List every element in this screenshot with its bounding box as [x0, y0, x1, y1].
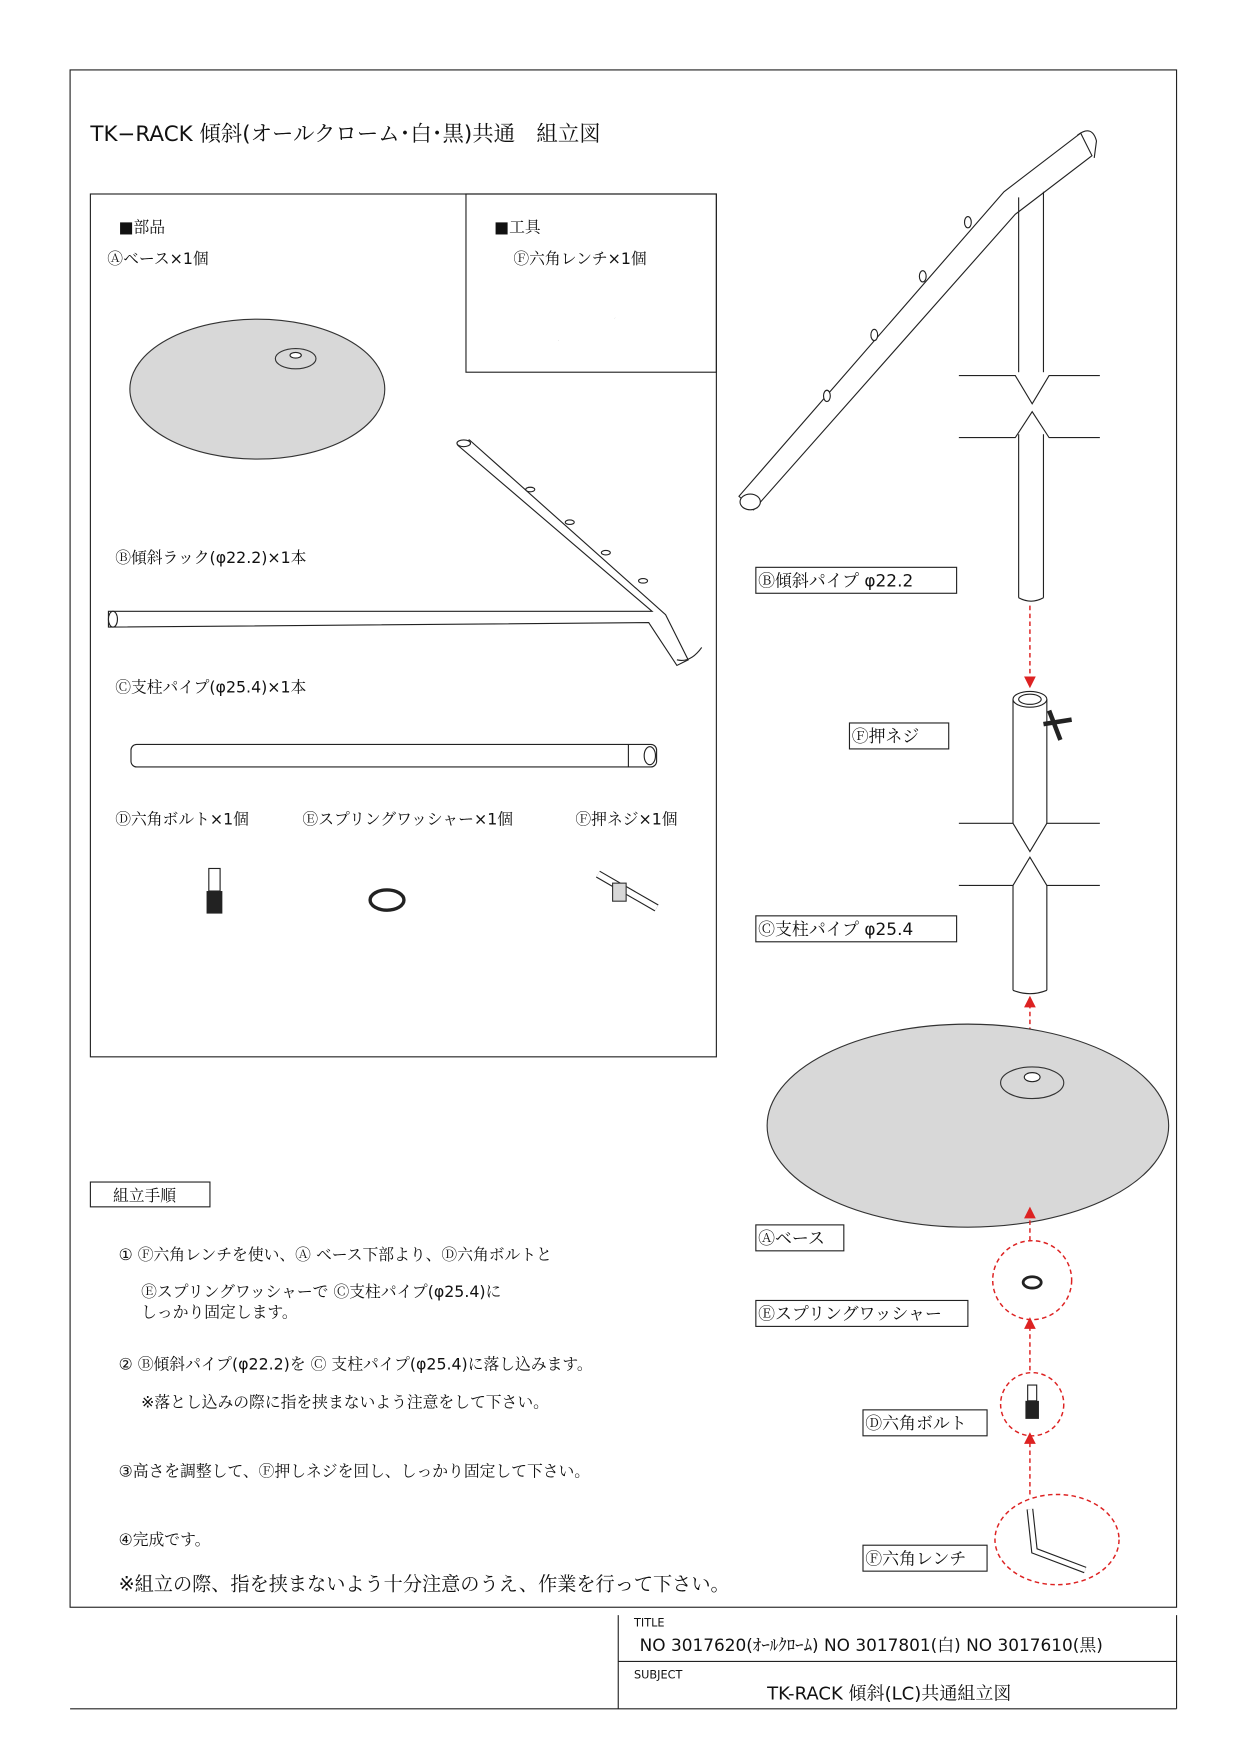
part-a-label: Ⓐベース×1個 [107, 248, 209, 268]
parts-heading: ■部品 [118, 217, 166, 237]
spring-washer-icon [370, 890, 404, 910]
hex-wrench-icon [1030, 1509, 1085, 1570]
title-label: TITLE [634, 1616, 665, 1630]
assembled-base [767, 1024, 1169, 1227]
wrench-highlight [995, 1494, 1119, 1584]
base-part-drawing [130, 319, 385, 459]
subject-value: TK-RACK 傾斜(LC)共通組立図 [767, 1683, 1012, 1705]
assembled-slant-pipe [739, 131, 1106, 601]
step-2: ② Ⓑ傾斜パイプ(φ22.2)を Ⓒ 支柱パイプ(φ25.4)に落し込みます。 [118, 1354, 593, 1374]
hex-bolt-icon [207, 868, 223, 913]
set-screw-icon [598, 874, 657, 908]
title-value: NO 3017620(ｵｰﾙｸﾛｰﾑ) NO 3017801(白) NO 3017610(黒) [639, 1635, 1103, 1656]
safety-warning: ※組立の際、指を挟まないよう十分注意のうえ、作業を行って下さい。 [118, 1572, 730, 1596]
procedure-steps [119, 1245, 593, 1549]
title-block [70, 1615, 1176, 1709]
callout-f-wrench: Ⓕ六角レンチ [865, 1548, 967, 1569]
spring-washer-icon [1023, 1277, 1041, 1288]
part-f-label: Ⓕ押ネジ×1個 [575, 809, 678, 829]
step-2-note: ※落とし込みの際に指を挟まないよう注意をして下さい。 [141, 1392, 549, 1412]
tool-f-label: Ⓕ六角レンチ×1個 [513, 248, 647, 268]
tools-heading: ■工具 [494, 217, 541, 237]
hex-wrench-icon [558, 305, 614, 341]
part-e-label: Ⓔスプリングワッシャー×1個 [302, 809, 514, 829]
step-1-cont: Ⓔスプリングワッシャーで Ⓒ支柱パイプ(φ25.4)に [141, 1282, 502, 1302]
page-title: TK−RACK 傾斜(オールクローム･白･黒)共通 組立図 [90, 121, 601, 147]
part-b-label: Ⓑ傾斜ラック(φ22.2)×1本 [115, 547, 307, 567]
callout-d: Ⓓ六角ボルト [865, 1413, 967, 1434]
pillar-pipe-drawing [131, 744, 657, 767]
washer-highlight [993, 1241, 1072, 1320]
hex-bolt-icon [1025, 1385, 1039, 1419]
callout-c: Ⓒ支柱パイプ φ25.4 [758, 919, 914, 940]
callout-b: Ⓑ傾斜パイプ φ22.2 [758, 570, 914, 591]
subject-label: SUBJECT [634, 1668, 683, 1682]
callout-e: Ⓔスプリングワッシャー [758, 1303, 942, 1324]
part-c-label: Ⓒ支柱パイプ(φ25.4)×1本 [115, 677, 307, 697]
step-1: ① Ⓕ六角レンチを使い、Ⓐ ベース下部より、Ⓓ六角ボルトと [118, 1244, 552, 1264]
procedure-label: 組立手順 [112, 1186, 177, 1206]
step-4: ④完成です。 [118, 1530, 211, 1550]
step-1-cont2: しっかり固定します。 [141, 1302, 298, 1322]
step-3: ③高さを調整して、Ⓕ押しネジを回し、しっかり固定して下さい。 [118, 1461, 591, 1481]
assembled-pillar-pipe [959, 691, 1106, 993]
callout-a: Ⓐベース [758, 1228, 825, 1249]
part-d-label: Ⓓ六角ボルト×1個 [115, 809, 249, 829]
callout-f-screw: Ⓕ押ネジ [851, 726, 920, 747]
